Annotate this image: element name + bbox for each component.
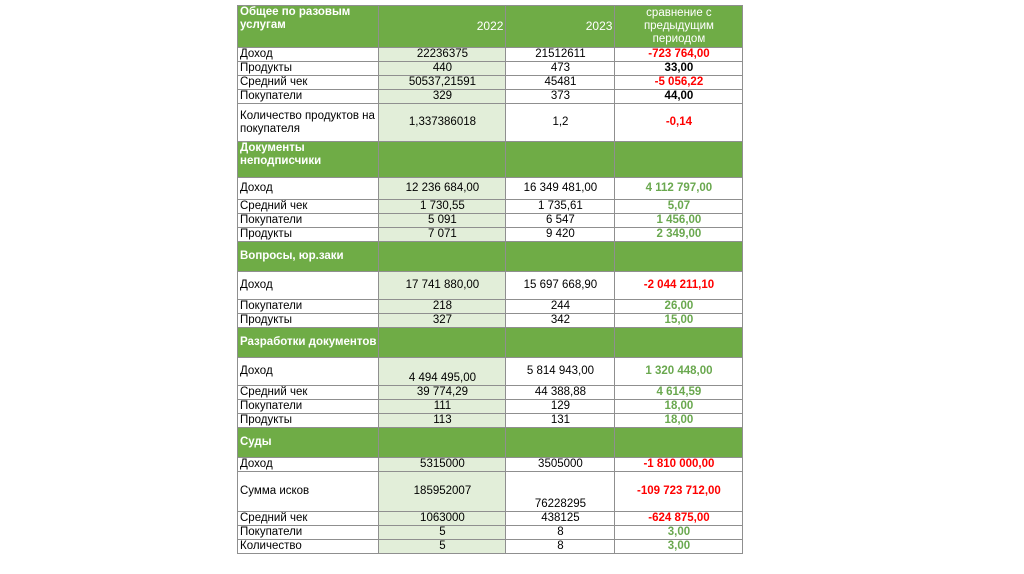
diff-value: 3,00: [615, 526, 743, 540]
header-comparison: сравнение с предыдущим периодом: [615, 6, 743, 48]
value-2022: 5: [379, 526, 506, 540]
value-2023: 21512611: [506, 48, 615, 62]
value-2022: 440: [379, 62, 506, 76]
value-2022: 22236375: [379, 48, 506, 62]
diff-value: 26,00: [615, 300, 743, 314]
table-row: [238, 358, 743, 386]
diff-value: -1 810 000,00: [615, 458, 743, 472]
row-label: Продукты: [238, 414, 379, 428]
section-title-questions: Вопросы, юр.заки: [238, 242, 379, 272]
header-title: Общее по разовым услугам: [238, 6, 379, 48]
value-2022: 17 741 880,00: [379, 272, 506, 300]
row-label: Доход: [238, 458, 379, 472]
value-2022: 1,337386018: [379, 104, 506, 142]
value-2022: 4 494 495,00: [379, 358, 506, 386]
header-year-2023: 2023: [506, 6, 615, 48]
table-row: [238, 540, 743, 554]
value-2022: 1063000: [379, 512, 506, 526]
value-2022: 50537,21591: [379, 76, 506, 90]
value-2022: 111: [379, 400, 506, 414]
row-label: Покупатели: [238, 214, 379, 228]
value-2022: 327: [379, 314, 506, 328]
row-label: Количество продуктов на покупателя: [238, 104, 379, 142]
value-2023: 76228295: [506, 472, 615, 512]
section-header: [238, 242, 743, 272]
table-row: [238, 512, 743, 526]
table-row: [238, 104, 743, 142]
diff-value: 4 112 797,00: [615, 178, 743, 200]
table-row: [238, 300, 743, 314]
value-2023: 8: [506, 540, 615, 554]
table-row: [238, 48, 743, 62]
value-2023: 45481: [506, 76, 615, 90]
value-2023: 373: [506, 90, 615, 104]
value-2023: 473: [506, 62, 615, 76]
value-2023: 15 697 668,90: [506, 272, 615, 300]
row-label: Средний чек: [238, 200, 379, 214]
row-label: Средний чек: [238, 76, 379, 90]
row-label: Продукты: [238, 228, 379, 242]
value-2022: 185952007: [379, 472, 506, 512]
diff-value: 2 349,00: [615, 228, 743, 242]
row-label: Продукты: [238, 314, 379, 328]
table-header-row: [238, 6, 743, 48]
diff-value: 33,00: [615, 62, 743, 76]
section-header: [238, 428, 743, 458]
diff-value: 3,00: [615, 540, 743, 554]
row-label: Количество: [238, 540, 379, 554]
table-row: [238, 414, 743, 428]
row-label: Доход: [238, 358, 379, 386]
value-2022: 12 236 684,00: [379, 178, 506, 200]
value-2023: 244: [506, 300, 615, 314]
section-title-courts: Суды: [238, 428, 379, 458]
section-title-development: Разработки документов: [238, 328, 379, 358]
diff-value: -0,14: [615, 104, 743, 142]
value-2022: 1 730,55: [379, 200, 506, 214]
diff-value: -723 764,00: [615, 48, 743, 62]
diff-value: 1 320 448,00: [615, 358, 743, 386]
table-row: [238, 62, 743, 76]
value-2022: 113: [379, 414, 506, 428]
table-row: [238, 200, 743, 214]
table-row: [238, 272, 743, 300]
row-label: Доход: [238, 178, 379, 200]
value-2023: 8: [506, 526, 615, 540]
section-header: [238, 328, 743, 358]
diff-value: -5 056,22: [615, 76, 743, 90]
section-header: [238, 142, 743, 178]
row-label: Покупатели: [238, 400, 379, 414]
table-row: [238, 90, 743, 104]
table-row: [238, 178, 743, 200]
table-row: [238, 314, 743, 328]
value-2022: 329: [379, 90, 506, 104]
diff-value: 1 456,00: [615, 214, 743, 228]
value-2023: 129: [506, 400, 615, 414]
row-label: Покупатели: [238, 300, 379, 314]
diff-value: -109 723 712,00: [615, 472, 743, 512]
table-row: [238, 214, 743, 228]
table-row: [238, 76, 743, 90]
table-row: [238, 386, 743, 400]
value-2022: 218: [379, 300, 506, 314]
diff-value: 44,00: [615, 90, 743, 104]
table-row: [238, 228, 743, 242]
diff-value: 4 614,59: [615, 386, 743, 400]
value-2023: 438125: [506, 512, 615, 526]
value-2022: 5 091: [379, 214, 506, 228]
value-2023: 6 547: [506, 214, 615, 228]
diff-value: 18,00: [615, 400, 743, 414]
diff-value: 15,00: [615, 314, 743, 328]
value-2023: 44 388,88: [506, 386, 615, 400]
value-2023: 16 349 481,00: [506, 178, 615, 200]
diff-value: 18,00: [615, 414, 743, 428]
value-2022: 7 071: [379, 228, 506, 242]
row-label: Продукты: [238, 62, 379, 76]
value-2022: 5: [379, 540, 506, 554]
table-row: [238, 472, 743, 512]
table-row: [238, 400, 743, 414]
table-row: [238, 458, 743, 472]
row-label: Покупатели: [238, 90, 379, 104]
section-title-documents: Документы неподписчики: [238, 142, 379, 178]
diff-value: -2 044 211,10: [615, 272, 743, 300]
value-2023: 5 814 943,00: [506, 358, 615, 386]
diff-value: 5,07: [615, 200, 743, 214]
table-row: [238, 526, 743, 540]
row-label: Сумма исков: [238, 472, 379, 512]
row-label: Доход: [238, 48, 379, 62]
value-2022: 5315000: [379, 458, 506, 472]
row-label: Покупатели: [238, 526, 379, 540]
value-2023: 3505000: [506, 458, 615, 472]
value-2022: 39 774,29: [379, 386, 506, 400]
header-year-2022: 2022: [379, 6, 506, 48]
value-2023: 342: [506, 314, 615, 328]
row-label: Средний чек: [238, 386, 379, 400]
comparison-table: [237, 5, 743, 554]
row-label: Доход: [238, 272, 379, 300]
value-2023: 131: [506, 414, 615, 428]
value-2023: 9 420: [506, 228, 615, 242]
value-2023: 1,2: [506, 104, 615, 142]
diff-value: -624 875,00: [615, 512, 743, 526]
value-2023: 1 735,61: [506, 200, 615, 214]
row-label: Средний чек: [238, 512, 379, 526]
